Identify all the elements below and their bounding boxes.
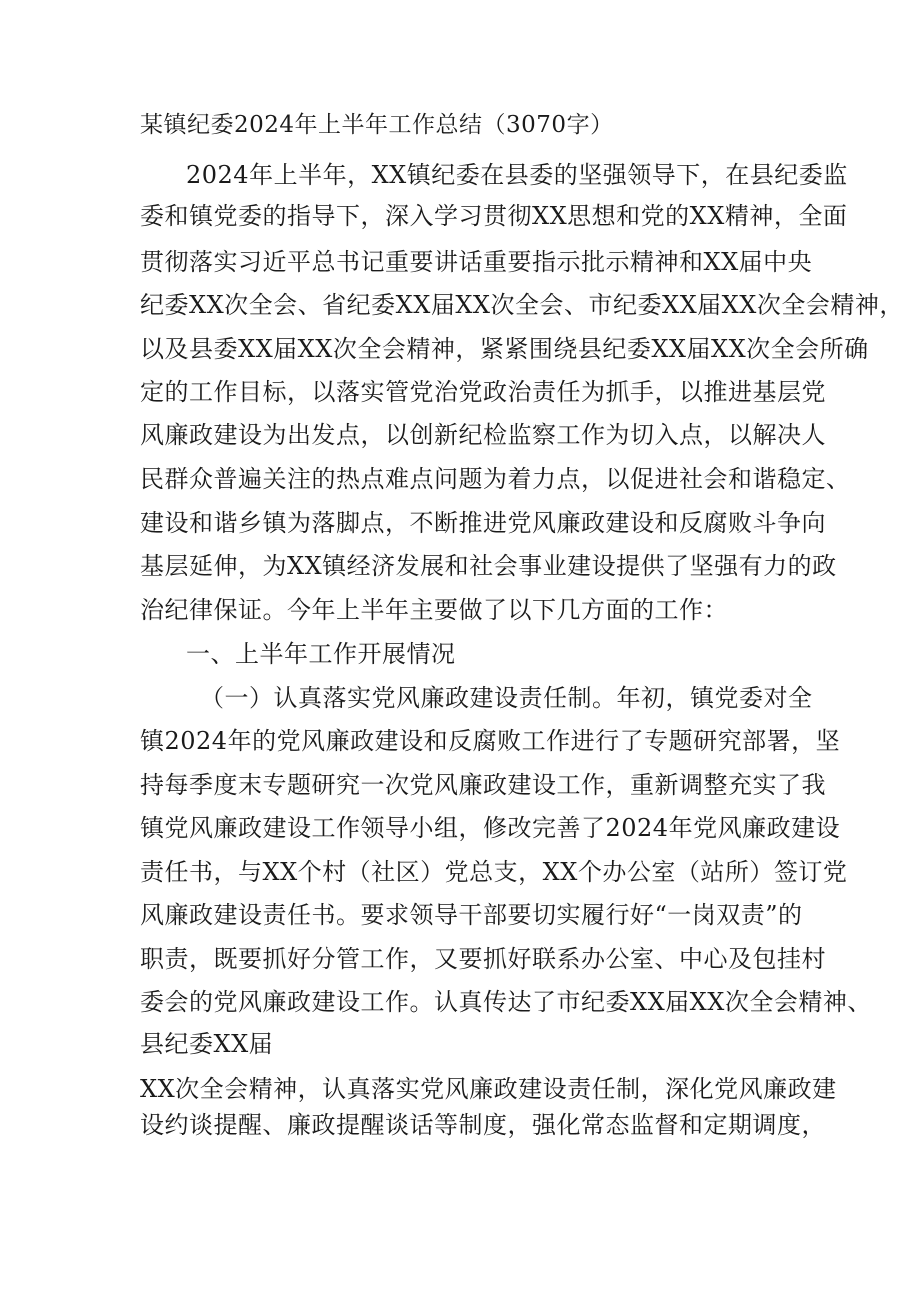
paragraph-line: 持每季度末专题研究一次党风廉政建设工作，重新调整充实了我 [140,771,826,799]
paragraph-line: 定的工作目标，以落实管党治党政治责任为抓手，以推进基层党 [140,378,826,406]
paragraph-line: 风廉政建设责任书。要求领导干部要切实履行好“一岗双责”的 [140,901,803,929]
paragraph-line: 职责，既要抓好分管工作，又要抓好联系办公室、中心及包挂村 [140,945,826,973]
paragraph-line: 2024年上半年，XX镇纪委在县委的坚强领导下，在县纪委监 [186,161,848,189]
paragraph-line: 纪委XX次全会、省纪委XX届XX次全会、市纪委XX届XX次全会精神， [140,291,904,319]
paragraph-line: 镇2024年的党风廉政建设和反腐败工作进行了专题研究部署，坚 [140,727,841,755]
paragraph-line: 治纪律保证。今年上半年主要做了以下几方面的工作： [140,596,728,624]
paragraph-line: 委和镇党委的指导下，深入学习贯彻XX思想和党的XX精神，全面 [140,202,848,230]
paragraph-line: 设约谈提醒、廉政提醒谈话等制度，强化常态监督和定期调度， [140,1111,826,1139]
paragraph-line: 基层延伸，为XX镇经济发展和社会事业建设提供了坚强有力的政 [140,552,837,580]
paragraph-line: 建设和谐乡镇为落脚点，不断推进党风廉政建设和反腐败斗争向 [140,509,826,537]
document-title: 某镇纪委2024年上半年工作总结（3070字） [140,112,614,138]
paragraph-line: 民群众普遍关注的热点难点问题为着力点，以促进社会和谐稳定、 [140,465,851,493]
paragraph-line: 以及县委XX届XX次全会精神，紧紧围绕县纪委XX届XX次全会所确 [140,335,869,363]
paragraph-line: 贯彻落实习近平总书记重要讲话重要指示批示精神和XX届中央 [140,248,813,276]
paragraph-line: 委会的党风廉政建设工作。认真传达了市纪委XX届XX次全会精神、 [140,988,872,1016]
paragraph-line: 镇党风廉政建设工作领导小组，修改完善了2024年党风廉政建设 [140,814,841,842]
section-heading: 一、上半年工作开展情况 [186,640,456,668]
paragraph-line: （一）认真落实党风廉政建设责任制。年初，镇党委对全 [200,684,813,712]
paragraph-line: XX次全会精神，认真落实党风廉政建设责任制，深化党风廉政建 [140,1075,837,1103]
paragraph-line: 风廉政建设为出发点，以创新纪检监察工作为切入点，以解决人 [140,421,826,449]
paragraph-line: 县纪委XX届 [140,1030,274,1058]
paragraph-line: 责任书，与XX个村（社区）党总支，XX个办公室（站所）签订党 [140,858,848,886]
